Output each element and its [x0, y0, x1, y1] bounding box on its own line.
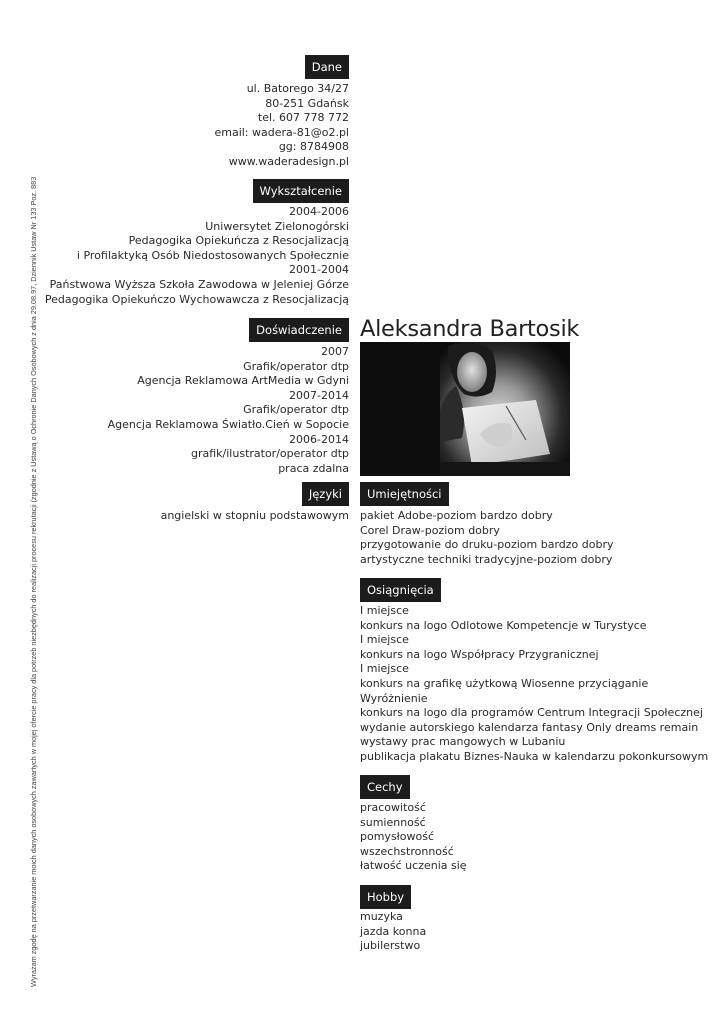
email-link[interactable]: email: wadera-81@o2.pl: [214, 125, 349, 139]
section-header-doswiadczenie: Doświadczenie: [249, 318, 349, 342]
list-item: konkurs na logo dla programów Centrum Integracji Społecznej: [360, 706, 703, 720]
section-header-hobby: Hobby: [360, 885, 411, 909]
address-line: ul. Batorego 34/27: [246, 82, 349, 95]
portrait-photo: [360, 342, 570, 476]
data-consent-clause: Wyrażam zgodę na przetwarzanie moich danych osobowych zawartych w mojej ofercie pracy dla potrzeb niezbędnych do realizacji procesu rekrutacji (zgodnie z Ustawą o Ochronie Danych Osobowych z dnia 29.08.97, Dziennik Ustaw Nr 133 Poz. 883: [29, 176, 38, 987]
traits-list: [360, 801, 467, 874]
list-item: I miejsce: [360, 604, 409, 617]
list-item: Agencja Reklamowa Światło.Cień w Sopocie: [107, 417, 349, 431]
list-item: Państwowa Wyższa Szkoła Zawodowa w Jeleniej Górze: [49, 277, 349, 291]
list-item: praca zdalna: [278, 461, 349, 475]
list-item: wszechstronność: [360, 844, 454, 858]
section-header-osiagniecia: Osiągnięcia: [360, 578, 441, 602]
list-item: konkurs na grafikę użytkową Wiosenne przyciąganie: [360, 676, 649, 690]
list-item: sumienność: [360, 815, 426, 829]
list-item: Grafik/operator dtp: [243, 359, 349, 373]
skills-list: [360, 509, 613, 567]
list-item: 2004-2006: [289, 205, 349, 218]
phone-line: tel. 607 778 772: [257, 111, 349, 125]
list-item: I miejsce: [360, 633, 409, 647]
list-item: grafik/ilustrator/operator dtp: [191, 447, 349, 461]
list-item: angielski w stopniu podstawowym: [160, 509, 349, 522]
list-item: I miejsce: [360, 662, 409, 676]
list-item: łatwość uczenia się: [360, 859, 467, 873]
experience-list: [108, 345, 349, 476]
hobby-list: [360, 910, 426, 954]
contact-details: [214, 82, 349, 170]
list-item: publikacja plakatu Biznes-Nauka w kalendarzu pokonkursowym: [360, 749, 709, 763]
section-header-jezyki: Języki: [302, 482, 349, 506]
section-header-cechy: Cechy: [360, 775, 410, 799]
list-item: Corel Draw-poziom dobry: [360, 523, 500, 537]
list-item: pracowitość: [360, 801, 426, 814]
gg-line: gg: 8784908: [278, 140, 349, 154]
list-item: Wyróżnienie: [360, 691, 428, 705]
list-item: wydanie autorskiego kalendarza fantasy Only dreams remain: [360, 720, 699, 734]
list-item: 2007-2014: [289, 388, 349, 402]
list-item: przygotowanie do druku-poziom bardzo dobry: [360, 538, 614, 552]
person-name: Aleksandra Bartosik: [360, 316, 580, 342]
list-item: 2001-2004: [289, 263, 349, 277]
section-header-dane: Dane: [305, 55, 349, 79]
list-item: artystyczne techniki tradycyjne-poziom dobry: [360, 552, 613, 566]
list-item: jazda konna: [360, 924, 427, 938]
list-item: jubilerstwo: [360, 939, 421, 953]
list-item: Uniwersytet Zielonogórski: [205, 219, 349, 233]
list-item: pakiet Adobe-poziom bardzo dobry: [360, 509, 553, 522]
website-link[interactable]: www.waderadesign.pl: [228, 154, 349, 168]
list-item: pomysłowość: [360, 830, 435, 844]
list-item: wystawy prac mangowych w Lubaniu: [360, 735, 566, 749]
postal-city-line: 80-251 Gdańsk: [265, 96, 349, 110]
list-item: Agencja Reklamowa ArtMedia w Gdyni: [137, 374, 349, 388]
list-item: 2006-2014: [289, 432, 349, 446]
list-item: i Profilaktyką Osób Niedostosowanych Społecznie: [76, 248, 349, 262]
languages-list: [161, 509, 349, 524]
list-item: muzyka: [360, 910, 403, 923]
list-item: konkurs na logo Odlotowe Kompetencje w Turystyce: [360, 618, 647, 632]
education-list: [45, 205, 349, 307]
section-header-umiejetnosci: Umiejętności: [360, 482, 449, 506]
list-item: konkurs na logo Współpracy Przygranicznej: [360, 647, 599, 661]
achievements-list: [360, 604, 708, 765]
list-item: 2007: [321, 345, 349, 358]
list-item: Pedagogika Opiekuńcza z Resocjalizacją: [128, 234, 349, 248]
section-header-wyksztalcenie: Wykształcenie: [253, 179, 349, 203]
list-item: Pedagogika Opiekuńczo Wychowawcza z Resocjalizacją: [44, 292, 349, 306]
list-item: Grafik/operator dtp: [243, 403, 349, 417]
